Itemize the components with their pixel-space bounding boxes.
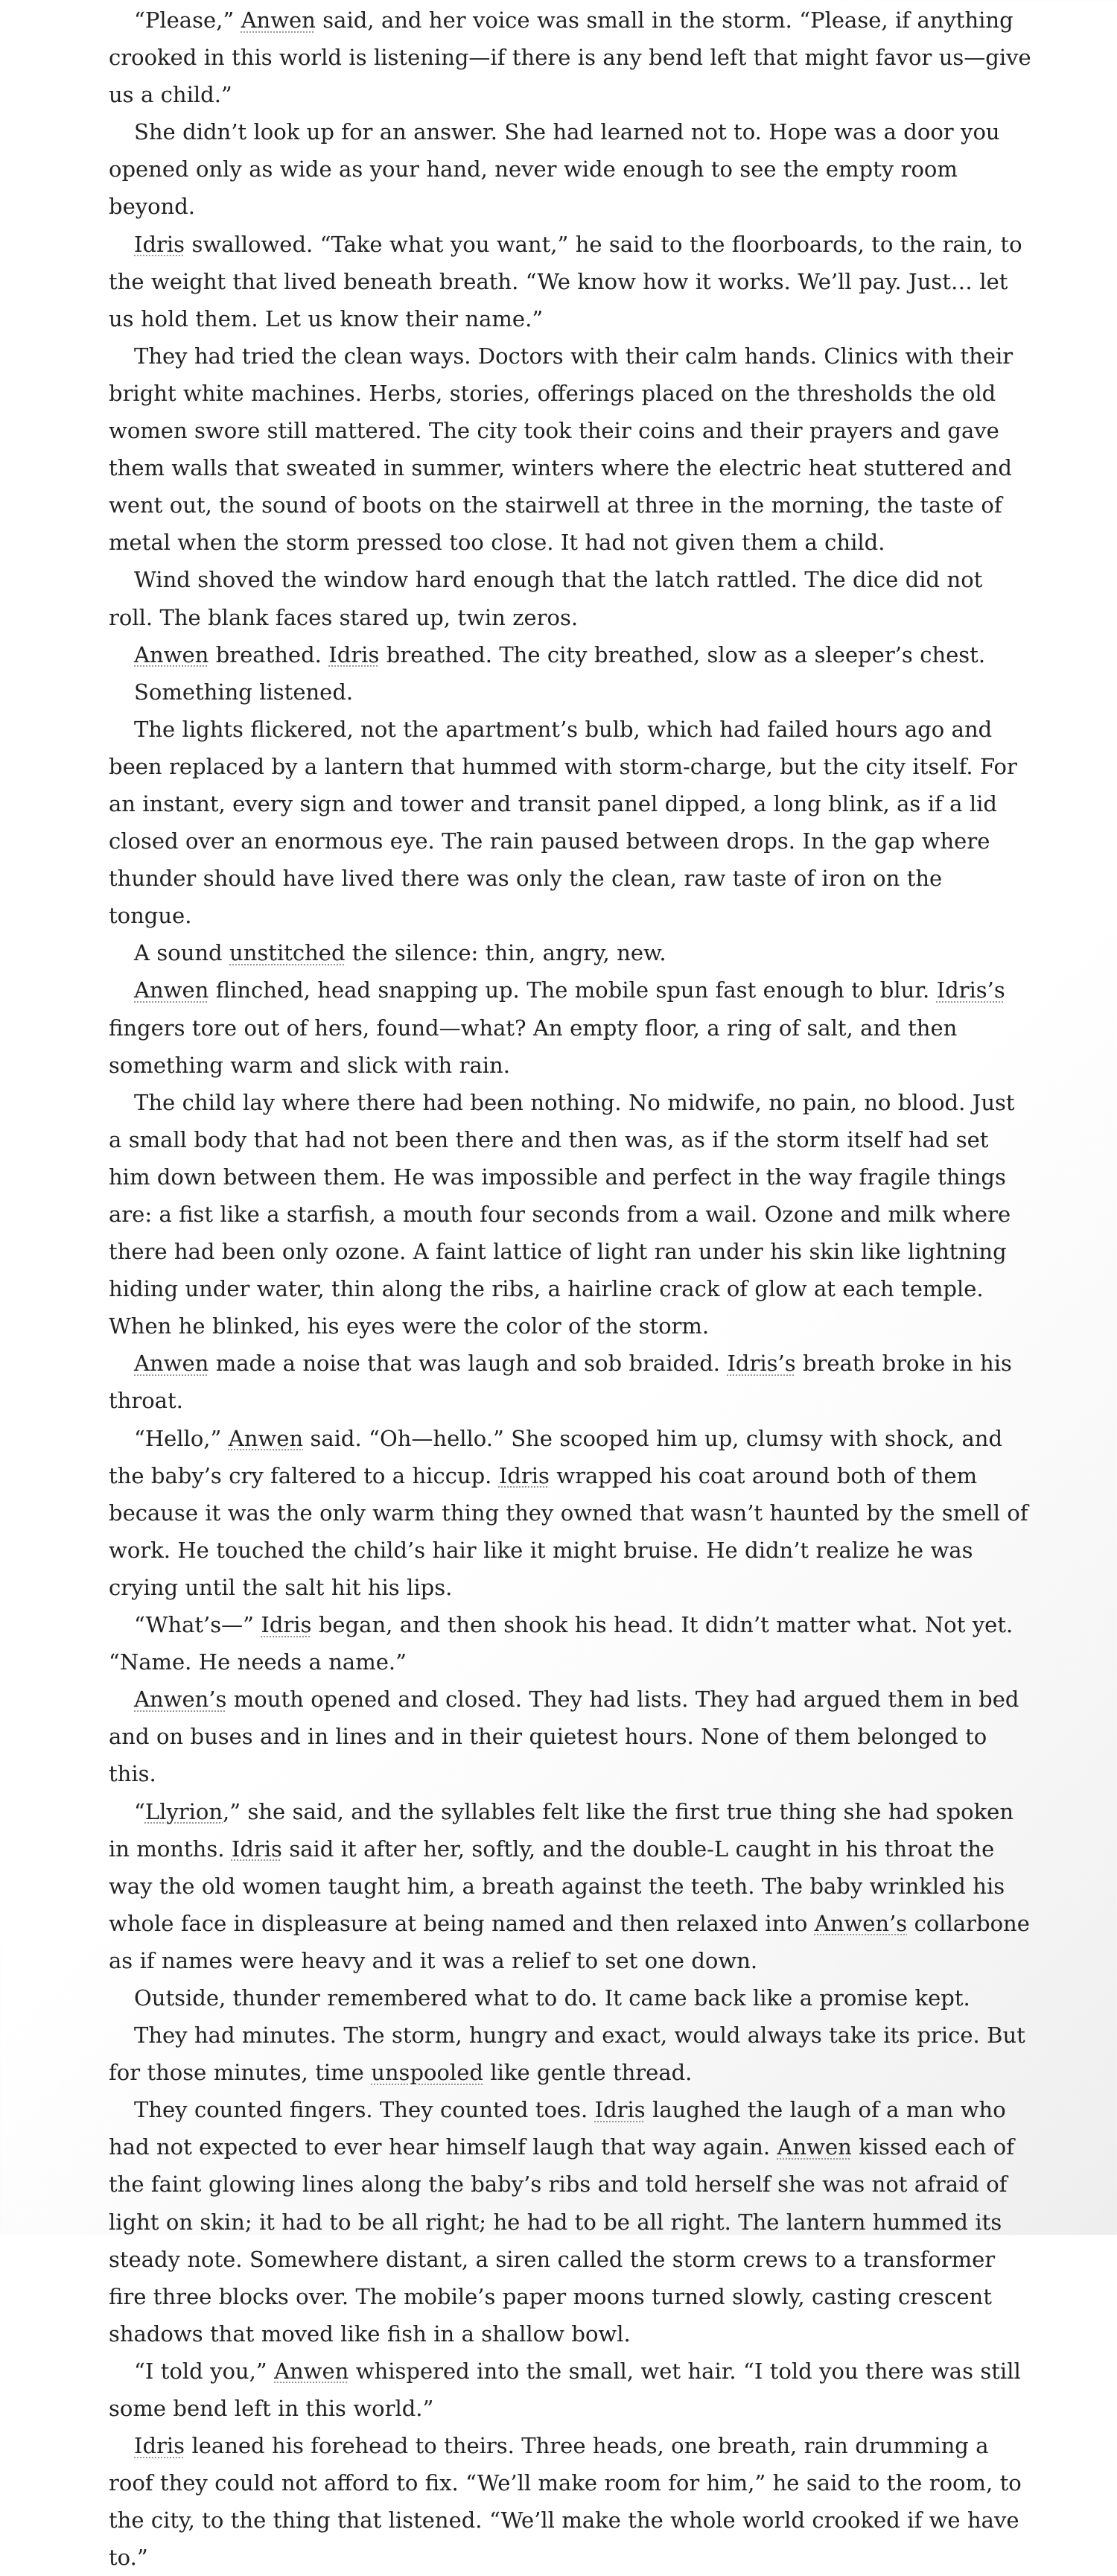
story-paragraph — [109, 561, 1032, 635]
paragraph-text: The child lay where there had been nothing. No midwife, no pain, no blood. Just a small body that had not been there and then was, as if the storm itself had set him down between them. He was impossible and perfect in the way fragile things are: a fist like a starfish, a mouth four seconds from a wail. Ozone and milk where there had been only ozone. A faint lattice of light ran under his skin like lightning hiding under water, thin along the ribs, a hairline crack of glow at each temple. When he blinked, his eyes were the color of the storm. — [109, 1089, 1022, 1339]
story-paragraph — [109, 1681, 1032, 1792]
paragraph-text: Outside, thunder remembered what to do. It came back like a promise kept. — [134, 1985, 970, 2011]
spellcheck-flagged-word[interactable]: Idris — [498, 1462, 550, 1488]
paragraph-text: The lights flickered, not the apartment’s bulb, which had failed hours ago and been replaced by a lantern that hummed with storm-charge, but the city itself. For an instant, every sign and tower and transit panel dipped, a long blink, as if a lid closed over an enormous eye. The rain paused between drops. In the gap where thunder should have lived there was only the clean, raw taste of iron on the tongue. — [109, 716, 1025, 929]
paragraph-text: like gentle thread. — [483, 2060, 693, 2086]
story-paragraph — [109, 1606, 1032, 1681]
paragraph-text: kissed each of the faint glowing lines along the baby’s ribs and told herself she was not afraid of light on skin; it had to be all right; he had to be all right. The lantern hummed its steady note. Somewhere distant, a siren called the storm crews to a transformer fire three blocks over. The mobile’s paper moons turned slowly, casting crescent shadows that moved like fish in a shallow bowl. — [109, 2134, 1022, 2347]
spellcheck-flagged-word[interactable]: Anwen — [241, 7, 316, 33]
paragraph-text: She didn’t look up for an answer. She had learned not to. Hope was a door you opened only as wide as your hand, never wide enough to see the empty room beyond. — [109, 119, 1007, 220]
paragraph-text: They counted fingers. They counted toes. — [134, 2097, 595, 2123]
story-paragraph — [109, 337, 1032, 562]
story-paragraph — [109, 1345, 1032, 1419]
paragraph-text: “Please,” — [134, 7, 241, 33]
spellcheck-flagged-word[interactable]: Idris — [261, 1612, 312, 1638]
spellcheck-flagged-word[interactable]: unspooled — [371, 2060, 483, 2086]
spellcheck-flagged-word[interactable]: unstitched — [229, 940, 346, 966]
story-document — [109, 1, 1039, 2576]
paragraph-text: said it after her, softly, and the double-L caught in his throat the way the old women taught him, a breath against the teeth. The baby wrinkled his whole face in displeasure at being named and then relaxed into — [109, 1836, 1012, 1936]
spellcheck-flagged-word[interactable]: Anwen — [134, 1351, 209, 1377]
paragraph-text: A sound — [134, 940, 230, 966]
spellcheck-flagged-word[interactable]: Llyrion — [144, 1798, 223, 1824]
paragraph-text: “Hello,” — [134, 1425, 229, 1451]
spellcheck-flagged-word[interactable]: Idris — [231, 1836, 282, 1862]
paragraph-text: mouth opened and closed. They had lists. They had argued them in bed and on buses and in lines and in their quietest hours. None of them belonged to this. — [109, 1687, 1026, 1787]
paragraph-text: breath broke in his throat. — [109, 1351, 1019, 1414]
paragraph-text: collarbone as if names were heavy and it was a relief to set one down. — [109, 1910, 1037, 1973]
paragraph-text: whispered into the small, wet hair. “I told you there was still some bend left in this world.” — [109, 2358, 1028, 2421]
spellcheck-flagged-word[interactable]: Idris — [134, 231, 185, 257]
paragraph-text: ,” she said, and the syllables felt like the first true thing she had spoken in months. — [109, 1798, 1021, 1862]
story-paragraph — [109, 1, 1039, 113]
story-paragraph — [109, 2091, 1032, 2353]
spellcheck-flagged-word[interactable]: Anwen — [134, 641, 209, 667]
spellcheck-flagged-word[interactable]: Anwen — [777, 2134, 852, 2160]
paragraph-text: “ — [134, 1798, 145, 1824]
paragraph-text: Something listened. — [134, 679, 354, 705]
spellcheck-flagged-word[interactable]: Idris — [328, 641, 380, 667]
paragraph-text: said. “Oh—hello.” She scooped him up, clumsy with shock, and the baby’s cry faltered to a hiccup. — [109, 1425, 1010, 1488]
story-paragraph — [109, 1420, 1036, 1606]
paragraph-text: Wind shoved the window hard enough that the latch rattled. The dice did not roll. The blank faces stared up, twin zeros. — [109, 567, 990, 630]
paragraph-text: flinched, head snapping up. The mobile spun fast enough to blur. — [209, 977, 937, 1003]
spellcheck-flagged-word[interactable]: Idris’s — [936, 977, 1005, 1003]
story-paragraph — [109, 934, 1032, 971]
spellcheck-flagged-word[interactable]: Anwen’s — [134, 1687, 227, 1713]
paragraph-text: They had minutes. The storm, hungry and exact, would always take its price. But for those minutes, time — [109, 2023, 1033, 2086]
story-paragraph — [109, 2017, 1032, 2091]
spellcheck-flagged-word[interactable]: Idris’s — [727, 1351, 796, 1377]
spellcheck-flagged-word[interactable]: Anwen’s — [814, 1910, 908, 1936]
paragraph-text: swallowed. “Take what you want,” he said to the floorboards, to the rain, to the weight that lived beneath breath. “We know how it works. We’ll pay. Just… let us hold them. Let us know their name.” — [109, 231, 1029, 331]
paragraph-text: breathed. — [209, 641, 329, 667]
story-paragraph — [109, 711, 1032, 935]
paragraph-text: made a noise that was laugh and sob braided. — [209, 1351, 728, 1377]
spellcheck-flagged-word[interactable]: Anwen — [274, 2358, 349, 2384]
spellcheck-flagged-word[interactable]: Idris — [134, 2433, 185, 2459]
paragraph-text: said, and her voice was small in the storm. “Please, if anything crooked in this world is listening—if there is any bend left that might favor us—give us a child.” — [109, 7, 1039, 108]
story-paragraph — [109, 2353, 1032, 2427]
paragraph-text: laughed the laugh of a man who had not expected to ever hear himself laugh that way again. — [109, 2097, 1013, 2160]
paragraph-text: fingers tore out of hers, found—what? An empty floor, a ring of salt, and then something warm and slick with rain. — [109, 977, 1013, 1078]
paragraph-text: wrapped his coat around both of them because it was the only warm thing they owned that wasn’t haunted by the smell of work. He touched the child’s hair like it might bruise. He didn’t realize he was crying until the salt hit his lips. — [109, 1462, 1036, 1600]
story-paragraph — [109, 636, 1032, 673]
story-paragraph — [109, 971, 1032, 1083]
story-paragraph — [109, 673, 1032, 711]
paragraph-text: “What’s—” — [134, 1612, 261, 1638]
spellcheck-flagged-word[interactable]: Anwen — [228, 1425, 304, 1451]
story-paragraph — [109, 2427, 1032, 2576]
spellcheck-flagged-word[interactable]: Idris — [594, 2097, 646, 2123]
paragraph-text: “I told you,” — [134, 2358, 275, 2384]
story-paragraph — [109, 1793, 1037, 1979]
story-paragraph — [109, 1084, 1032, 1345]
paragraph-text: breathed. The city breathed, slow as a sleeper’s chest. — [379, 641, 986, 667]
paragraph-text: the silence: thin, angry, new. — [345, 940, 666, 966]
paragraph-text: They had tried the clean ways. Doctors with their calm hands. Clinics with their bright white machines. Herbs, stories, offerings placed on the thresholds the old women swore still mattered. The city took their coins and their prayers and gave them walls that sweated in summer, winters where the electric heat stuttered and went out, the sound of boots on the stairwell at three in the morning, the taste of metal when the storm pressed too close. It had not given them a child. — [109, 343, 1020, 556]
spellcheck-flagged-word[interactable]: Anwen — [134, 977, 209, 1003]
paragraph-text: leaned his forehead to theirs. Three heads, one breath, rain drumming a roof they could not afford to fix. “We’ll make room for him,” he said to the room, to the city, to the thing that listened. “We’ll make the whole world crooked if we have to.” — [109, 2433, 1029, 2571]
story-paragraph — [109, 226, 1032, 337]
story-paragraph — [109, 113, 1032, 225]
paragraph-text: began, and then shook his head. It didn’t matter what. Not yet. “Name. He needs a name.” — [109, 1612, 1020, 1675]
story-paragraph — [109, 1979, 1032, 2017]
